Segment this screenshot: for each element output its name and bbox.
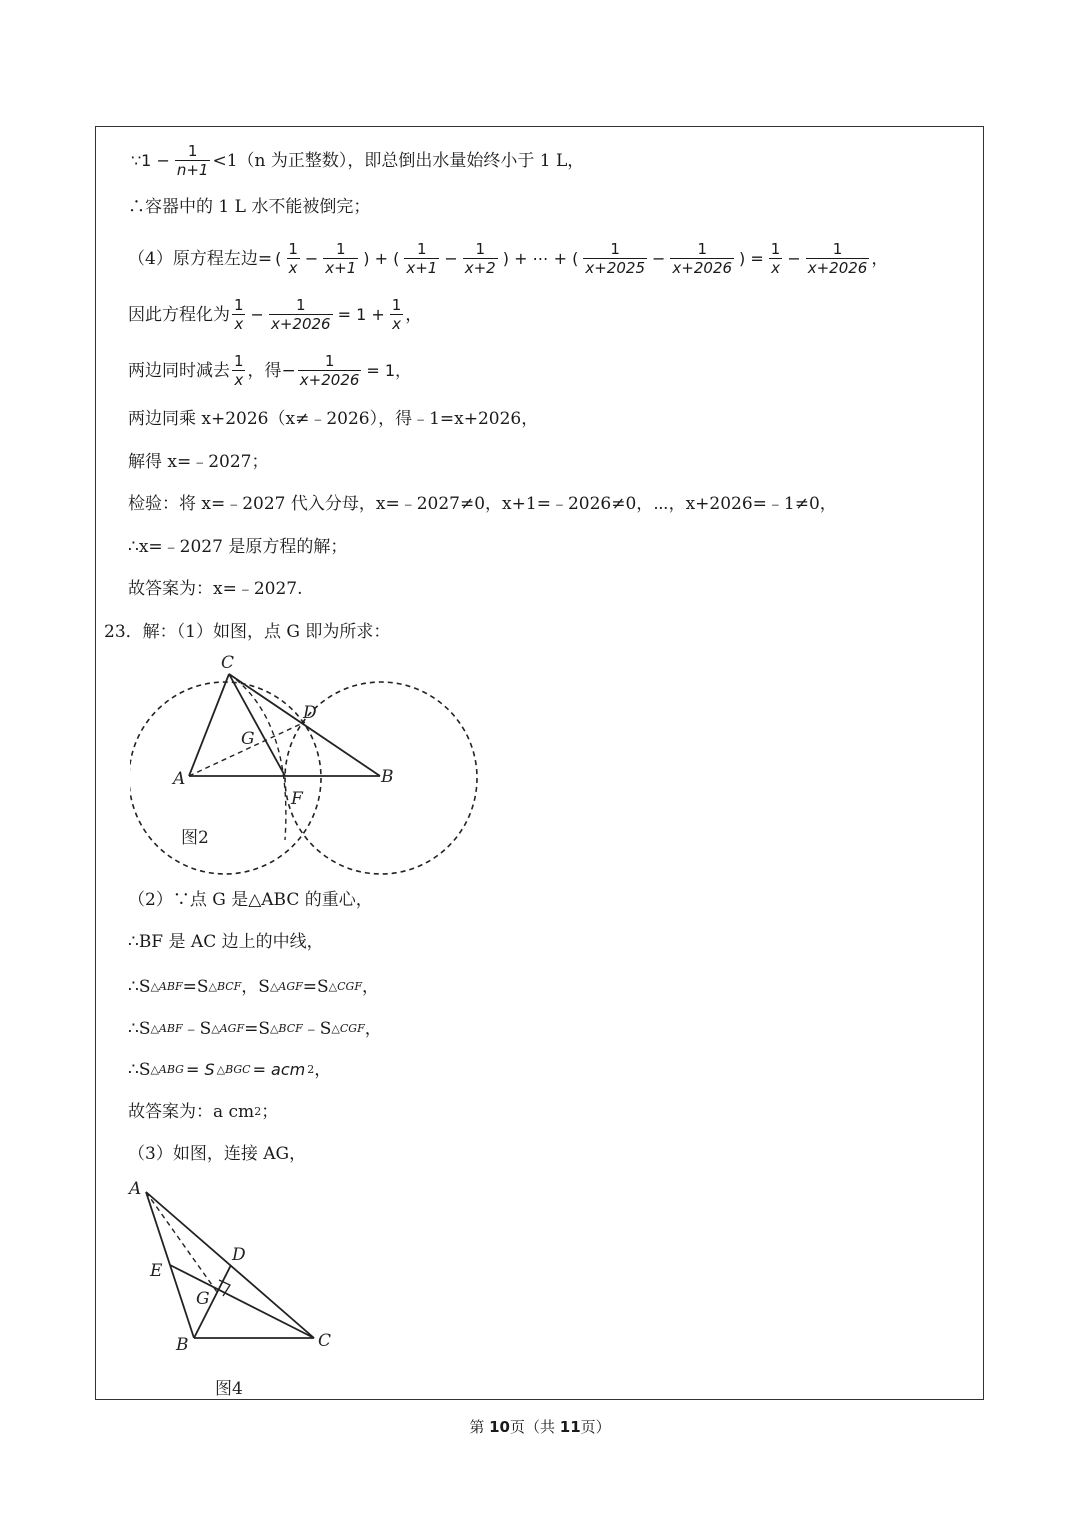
label-D: D	[232, 1245, 246, 1265]
figure-4-caption: 图4	[215, 1379, 243, 1399]
line-4: 因此方程化为 $\frac{1}{x}$ − $\frac{1}{x+2026}$ = 1 + $\frac{1}{x}$ ，	[128, 296, 423, 333]
line-3: （4）原方程左边= ( $\frac{1}{x}$ − $\frac{1}{x+1}$ ) + ( $\frac{1}{x+1}$ − $\frac{1}{x+2}$ ) + ⋯ + ( $\frac{1}{x+2025}$ − $\frac{1}{x+2026}$ ) = $\frac{1}{x}$ − $\frac{1}{x+2026}$ ，	[128, 240, 889, 277]
page-total: 11	[559, 1418, 581, 1436]
line-1: ∵1 − $\frac{1}{n+1}$ <1（n 为正整数），即总倒出水量始终小于 1 L，	[131, 142, 585, 179]
line-7: 解得 x=﹣2027；	[128, 452, 269, 472]
page-number: 10	[489, 1418, 510, 1436]
figure-2	[125, 650, 485, 880]
line-6: 两边同乘 x+2026（x≠﹣2026），得﹣1=x+2026，	[128, 409, 539, 429]
label-A: A	[129, 1179, 142, 1199]
label-E: E	[150, 1261, 163, 1281]
line-10: 故答案为：x=﹣2027.	[128, 579, 303, 599]
median-BG-dashed	[229, 674, 286, 840]
line-5: 两边同时减去 $\frac{1}{x}$ ，得− $\frac{1}{x+2026}$ = 1，	[128, 352, 412, 389]
label-G: G	[196, 1289, 210, 1309]
figure-2-caption: 图2	[181, 828, 209, 848]
label-C: C	[318, 1331, 332, 1351]
part-2-line-3: ∴S △ABF =S △BCF ，S △AGF =S △CGF ，	[128, 977, 379, 997]
label-D: D	[303, 703, 317, 723]
label-C: C	[221, 653, 235, 673]
side-CB	[229, 674, 380, 776]
line-8: 检验：将 x=﹣2027 代入分母，x=﹣2027≠0，x+1=﹣2026≠0，⋯，x+2026=﹣1≠0，	[128, 494, 837, 514]
part-2-line-4: ∴S △ABF ﹣S △AGF =S △BCF ﹣S △CGF ，	[128, 1019, 382, 1039]
label-B: B	[176, 1335, 189, 1355]
label-B: B	[381, 767, 394, 787]
construction-circle-left	[129, 682, 321, 874]
label-G: G	[241, 729, 255, 749]
part-2-line-1: （2）∵点 G 是△ABC 的重心，	[128, 890, 373, 910]
part-3-line-1: （3）如图，连接 AG，	[128, 1144, 307, 1164]
page-footer: 第 10页（共 11页）	[469, 1418, 611, 1436]
fraction: $\frac{1}{n+1}$	[176, 142, 209, 179]
line-9: ∴x=﹣2027 是原方程的解；	[128, 537, 348, 557]
median-CF	[229, 674, 285, 776]
part-2-line-2: ∴BF 是 AC 边上的中线，	[128, 932, 324, 952]
label-F: F	[291, 789, 303, 809]
line-2: ∴容器中的 1 L 水不能被倒完；	[128, 197, 371, 217]
part-2-line-5: ∴S △ABG = S △BGC = acm 2 ，	[128, 1060, 332, 1080]
part-2-line-6: 故答案为：a cm 2 ；	[128, 1102, 279, 1122]
figure-4	[120, 1172, 350, 1402]
label-A: A	[173, 769, 186, 789]
question-23-heading: 23．解：（1）如图，点 G 即为所求：	[104, 622, 391, 642]
